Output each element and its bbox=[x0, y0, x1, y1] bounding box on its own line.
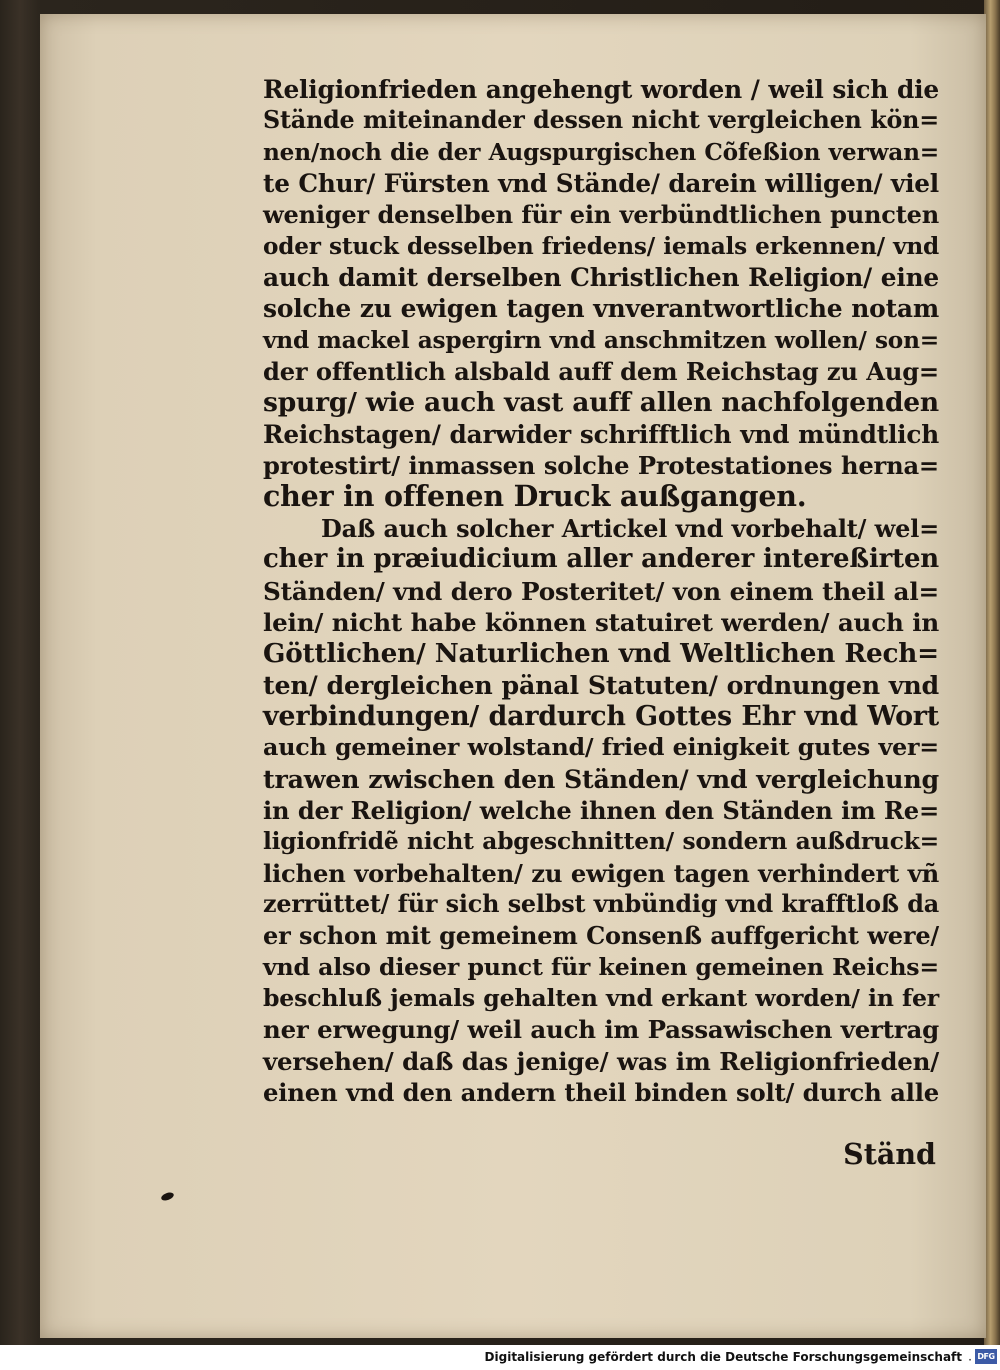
text-line: in der Religion/ welche ihnen den Ständen im Re= bbox=[263, 795, 939, 825]
text-line: lein/ nicht habe können statuiret werden/ auch in bbox=[263, 607, 939, 637]
paragraph-start-line: Daß auch solcher Artickel vnd vorbehalt/ wel= bbox=[321, 513, 939, 543]
text-line: vnd mackel aspergirn vnd anschmitzen wollen/ son= bbox=[263, 326, 939, 354]
dfg-logo-icon[interactable]: DFG bbox=[975, 1349, 997, 1364]
text-line: verbindungen/ dardurch Gottes Ehr vnd Wort bbox=[263, 700, 939, 732]
text-line: vnd also dieser punct für keinen gemeinen Reichs= bbox=[263, 952, 939, 981]
text-line: cher in præiudicium aller anderer intereßirten bbox=[263, 544, 939, 575]
footer-bar bbox=[0, 1345, 1000, 1370]
text-line: ner erwegung/ weil auch im Passawischen vertrag bbox=[263, 1015, 939, 1045]
text-line: Göttlichen/ Naturlichen vnd Weltlichen Rech= bbox=[263, 638, 939, 670]
text-line: der offentlich alsbald auff dem Reichstag zu Aug= bbox=[263, 357, 939, 387]
text-line: ligionfridẽ nicht abgeschnitten/ sondern außdruck= bbox=[263, 828, 939, 856]
text-line: lichen vorbehalten/ zu ewigen tagen verhindert vñ bbox=[263, 858, 939, 888]
footer-separator: · bbox=[968, 1353, 972, 1367]
text-line: ten/ dergleichen pänal Statuten/ ordnungen vnd bbox=[263, 669, 939, 700]
text-line: auch damit derselben Christlichen Religion/ eine bbox=[263, 263, 939, 293]
text-line: Stände miteinander dessen nicht vergleichen kön= bbox=[263, 106, 939, 135]
text-line: trawen zwischen den Ständen/ vnd vergleichung bbox=[263, 763, 939, 794]
text-line: protestirt/ inmassen solche Protestationes herna= bbox=[263, 451, 939, 481]
text-line: te Chur/ Fürsten vnd Stände/ darein willigen/ viel bbox=[263, 169, 939, 199]
text-line: auch gemeiner wolstand/ fried einigkeit gutes ver= bbox=[263, 733, 939, 762]
text-line: spurg/ wie auch vast auff allen nachfolgenden bbox=[263, 387, 939, 419]
footer-credit: Digitalisierung gefördert durch die Deutsche Forschungsgemeinschaft bbox=[484, 1350, 962, 1364]
text-line: er schon mit gemeinem Consenß auffgericht were/ bbox=[263, 921, 939, 951]
book-page-edge bbox=[984, 0, 1000, 1345]
text-line: weniger denselben für ein verbündtlichen puncten bbox=[263, 200, 939, 230]
text-line: Ständen/ vnd dero Posteritet/ von einem theil al= bbox=[263, 576, 939, 606]
text-line: oder stuck desselben friedens/ iemals erkennen/ vnd bbox=[263, 232, 939, 260]
text-line: Reichstagen/ darwider schrifftlich vnd mündtlich bbox=[263, 419, 939, 449]
text-line: versehen/ daß das jenige/ was im Religionfrieden/ bbox=[263, 1046, 939, 1076]
text-line: cher in offenen Druck außgangen. bbox=[263, 479, 807, 514]
text-line: solche zu ewigen tagen vnverantwortliche notam bbox=[263, 294, 939, 324]
text-line: nen/noch die der Augspurgischen Cõfeßion verwan= bbox=[263, 138, 939, 166]
text-line: zerrüttet/ für sich selbst vnbündig vnd krafftloß da bbox=[263, 889, 939, 918]
text-line: beschluß jemals gehalten vnd erkant worden/ in fer bbox=[263, 983, 939, 1012]
catchword: Ständ bbox=[843, 1137, 936, 1171]
text-line: Religionfrieden angehengt worden / weil sich die bbox=[263, 75, 939, 104]
text-line: einen vnd den andern theil binden solt/ durch alle bbox=[263, 1078, 939, 1107]
body-text bbox=[263, 74, 939, 1108]
